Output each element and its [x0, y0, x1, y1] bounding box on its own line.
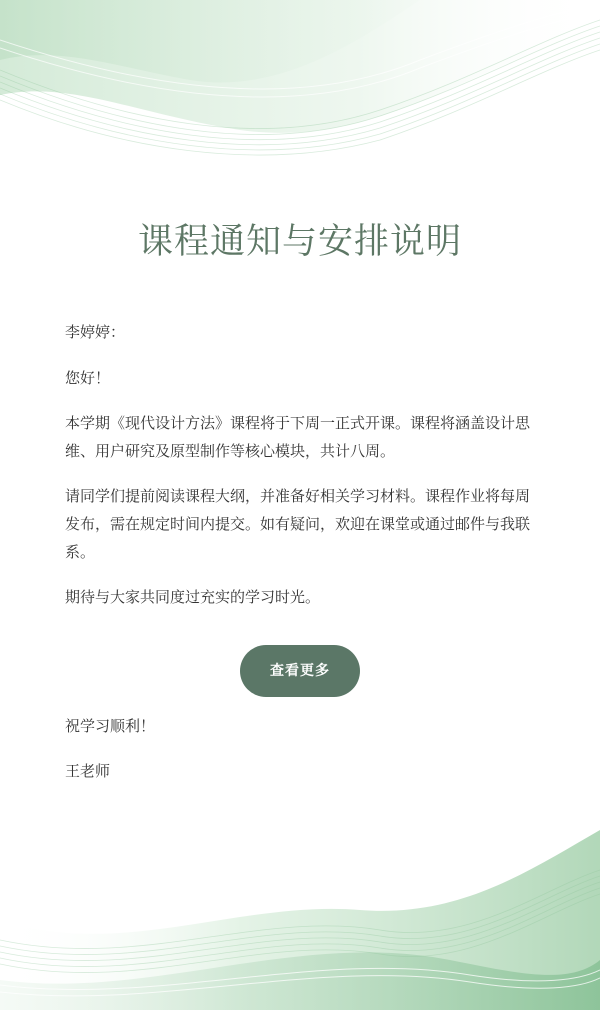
- button-container: [0, 645, 600, 697]
- bottom-wave-decoration: [0, 810, 600, 1010]
- notice-body: [65, 318, 535, 611]
- closing-wish: 祝学习顺利！: [65, 717, 156, 735]
- view-more-button[interactable]: 查看更多: [240, 645, 360, 697]
- closing-section: [65, 712, 535, 785]
- body-paragraph: 本学期《现代设计方法》课程将于下周一正式开课。课程将涵盖设计思维、用户研究及原型制作等核心模块，共计八周。: [65, 414, 531, 460]
- page-title: 课程通知与安排说明: [137, 222, 462, 262]
- recipient-name: 李婷婷：: [65, 323, 126, 341]
- greeting-text: 您好！: [65, 369, 111, 387]
- signature: 王老师: [65, 762, 111, 780]
- body-paragraph: 请同学们提前阅读课程大纲，并准备好相关学习材料。课程作业将每周发布，需在规定时间内提交。如有疑问，欢迎在课堂或通过邮件与我联系。: [65, 487, 531, 561]
- top-wave-decoration: [0, 0, 600, 200]
- body-paragraph: 期待与大家共同度过充实的学习时光。: [65, 588, 321, 606]
